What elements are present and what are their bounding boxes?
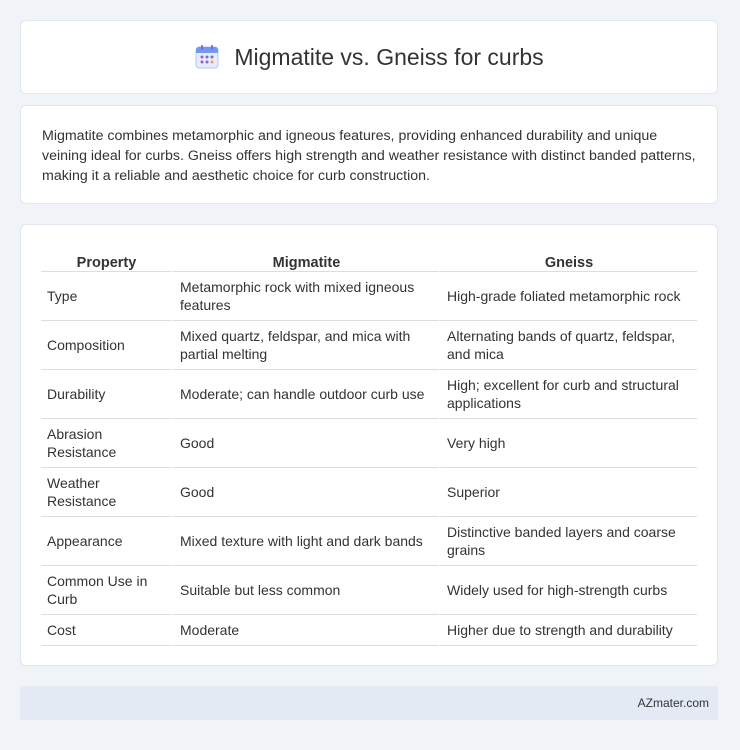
cell-migmatite: Good (172, 419, 439, 468)
table-row (41, 517, 697, 566)
table-row (41, 615, 697, 646)
cell-migmatite: Moderate; can handle outdoor curb use (172, 370, 439, 419)
cell-gneiss: Distinctive banded layers and coarse grains (439, 517, 697, 566)
table-row (41, 321, 697, 370)
cell-property: Composition (41, 321, 172, 370)
cell-migmatite: Suitable but less common (172, 566, 439, 615)
cell-gneiss: Alternating bands of quartz, feldspar, and mica (439, 321, 697, 370)
cell-migmatite: Mixed quartz, feldspar, and mica with partial melting (172, 321, 439, 370)
footer-bar (20, 686, 718, 720)
cell-property: Durability (41, 370, 172, 419)
cell-property: Common Use in Curb (41, 566, 172, 615)
page-title: Migmatite vs. Gneiss for curbs (234, 43, 544, 70)
comparison-card (20, 224, 718, 666)
cell-property: Cost (41, 615, 172, 646)
cell-property: Abrasion Resistance (41, 419, 172, 468)
table-header-row (41, 245, 697, 272)
cell-migmatite: Good (172, 468, 439, 517)
title-card (20, 20, 718, 94)
intro-card (20, 105, 718, 204)
cell-gneiss: Very high (439, 419, 697, 468)
cell-gneiss: Superior (439, 468, 697, 517)
table-row (41, 419, 697, 468)
cell-migmatite: Moderate (172, 615, 439, 646)
cell-property: Type (41, 272, 172, 321)
title-group (194, 44, 543, 71)
cell-gneiss: Widely used for high-strength curbs (439, 566, 697, 615)
header-migmatite: Migmatite (172, 245, 439, 272)
calendar-icon (194, 44, 220, 70)
cell-migmatite: Mixed texture with light and dark bands (172, 517, 439, 566)
header-gneiss: Gneiss (439, 245, 697, 272)
table-row (41, 272, 697, 321)
cell-gneiss: High; excellent for curb and structural applications (439, 370, 697, 419)
footer-brand: AZmater.com (637, 696, 709, 710)
cell-gneiss: High-grade foliated metamorphic rock (439, 272, 697, 321)
table-row (41, 566, 697, 615)
header-property: Property (41, 245, 172, 272)
cell-property: Appearance (41, 517, 172, 566)
comparison-table (41, 245, 697, 646)
cell-migmatite: Metamorphic rock with mixed igneous features (172, 272, 439, 321)
table-row (41, 370, 697, 419)
table-row (41, 468, 697, 517)
cell-property: Weather Resistance (41, 468, 172, 517)
intro-paragraph: Migmatite combines metamorphic and igneous features, providing enhanced durability and unique veining ideal for curbs. Gneiss offers high strength and weather resistance with distinct banded patterns, making it a reliable and aesthetic choice for curb construction. (42, 128, 696, 184)
cell-gneiss: Higher due to strength and durability (439, 615, 697, 646)
